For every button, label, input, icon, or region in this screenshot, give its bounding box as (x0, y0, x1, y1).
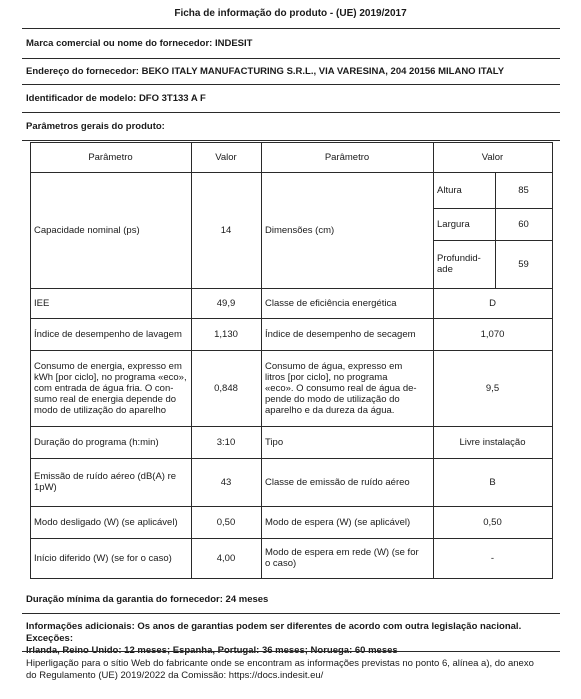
divider (22, 651, 560, 652)
row-value-left: 3:10 (216, 436, 236, 448)
dimension-sub-border (433, 208, 553, 209)
table-column-border (30, 142, 31, 579)
divider (22, 112, 560, 113)
row-parameter-left: Modo desligado (W) (se aplicável) (34, 516, 178, 528)
row-parameter-right: Tipo (265, 436, 284, 448)
row-value-left: 0,848 (214, 382, 238, 394)
dimensions-label: Dimensões (cm) (265, 224, 335, 236)
table-row-border (30, 350, 553, 351)
supplier-address: Endereço do fornecedor: BEKO ITALY MANUFACTURING S.R.L., VIA VARESINA, 204 20156 MILANO ITALY (26, 66, 505, 77)
divider (22, 84, 560, 85)
row-parameter-left: Índice de desempenho de lavagem (34, 328, 182, 340)
capacity-value: 14 (220, 224, 232, 236)
row-value-right: 0,50 (483, 516, 502, 528)
row-parameter-left: Consumo de energia, expresso em kWh [por ciclo], no programa «eco», com entrada de água fria. O con- sumo real de energia depende do modo de utilização do aparelho (34, 360, 187, 416)
row-value-right: 9,5 (485, 382, 500, 394)
row-parameter-right: Modo de espera em rede (W) (se for o caso) (265, 547, 419, 569)
depth-label: Profundid- ade (437, 253, 481, 275)
row-value-left: 43 (220, 476, 232, 488)
sheet-title: Ficha de informação do produto - (UE) 2019/2017 (174, 8, 407, 19)
row-parameter-right: Modo de espera (W) (se aplicável) (265, 516, 411, 528)
row-value-left: 49,9 (216, 297, 236, 309)
dimension-column-border (495, 172, 496, 288)
capacity-label: Capacidade nominal (ps) (34, 224, 140, 236)
row-value-left: 0,50 (216, 516, 236, 528)
header-parameter-left: Parâmetro (88, 151, 133, 163)
table-row-border (30, 318, 553, 319)
table-column-border (433, 142, 434, 579)
warranty-duration: Duração mínima da garantia do fornecedor: 24 meses (26, 594, 269, 605)
table-row-border (30, 426, 553, 427)
table-column-border (261, 142, 262, 579)
width-value: 60 (518, 218, 529, 230)
dimension-sub-border (433, 240, 553, 241)
table-row-border (30, 172, 553, 173)
row-parameter-left: Emissão de ruído aéreo (dB(A) re 1pW) (34, 471, 177, 493)
row-parameter-left: IEE (34, 297, 50, 309)
row-parameter-left: Duração do programa (h:min) (34, 436, 159, 448)
model-identifier: Identificador de modelo: DFO 3T133 A F (26, 93, 206, 104)
table-column-border (191, 142, 192, 579)
row-value-left: 1,130 (214, 328, 238, 340)
row-value-right: 1,070 (480, 328, 505, 340)
table-row-border (30, 578, 553, 579)
table-row-border (30, 458, 553, 459)
divider (22, 140, 560, 141)
header-value-right: Valor (481, 151, 504, 163)
row-parameter-right: Classe de emissão de ruído aéreo (265, 476, 410, 488)
divider (22, 28, 560, 29)
row-parameter-left: Início diferido (W) (se for o caso) (34, 552, 172, 564)
height-value: 85 (518, 184, 529, 196)
width-label: Largura (437, 218, 470, 230)
supplier-name: Marca comercial ou nome do fornecedor: INDESIT (26, 38, 253, 49)
row-value-left: 4,00 (216, 552, 236, 564)
row-parameter-right: Classe de eficiência energética (265, 297, 397, 309)
row-value-right: Livre instalação (459, 436, 526, 448)
additional-information: Informações adicionais: Os anos de garantias podem ser diferentes de acordo com outra legislação nacional. Exceções: (26, 621, 522, 644)
table-column-border (552, 142, 553, 579)
table-row-border (30, 142, 553, 143)
table-row-border (30, 538, 553, 539)
table-row-border (30, 288, 553, 289)
row-parameter-right: Consumo de água, expresso em litros [por ciclo], no programa «eco». O consumo real de água de- pende do modo de utilização do aparelho e da dureza da água. (265, 360, 417, 416)
header-parameter-right: Parâmetro (324, 151, 370, 163)
manufacturer-hyperlink-note: Hiperligação para o sítio Web do fabricante onde se encontram as informações previstas no ponto 6, alínea a), do anexo do Regulamento (UE) 2019/2022 da Comissão: https://docs.indesit.eu/ (26, 658, 534, 681)
row-value-right: B (489, 476, 496, 488)
header-value-left: Valor (215, 151, 237, 163)
table-row-border (30, 506, 553, 507)
depth-value: 59 (518, 258, 529, 270)
divider (22, 58, 560, 59)
row-parameter-right: Índice de desempenho de secagem (265, 328, 416, 340)
height-label: Altura (437, 184, 462, 196)
divider (22, 613, 560, 614)
general-parameters-heading: Parâmetros gerais do produto: (26, 121, 165, 132)
row-value-right: - (490, 552, 495, 564)
row-value-right: D (489, 297, 496, 309)
